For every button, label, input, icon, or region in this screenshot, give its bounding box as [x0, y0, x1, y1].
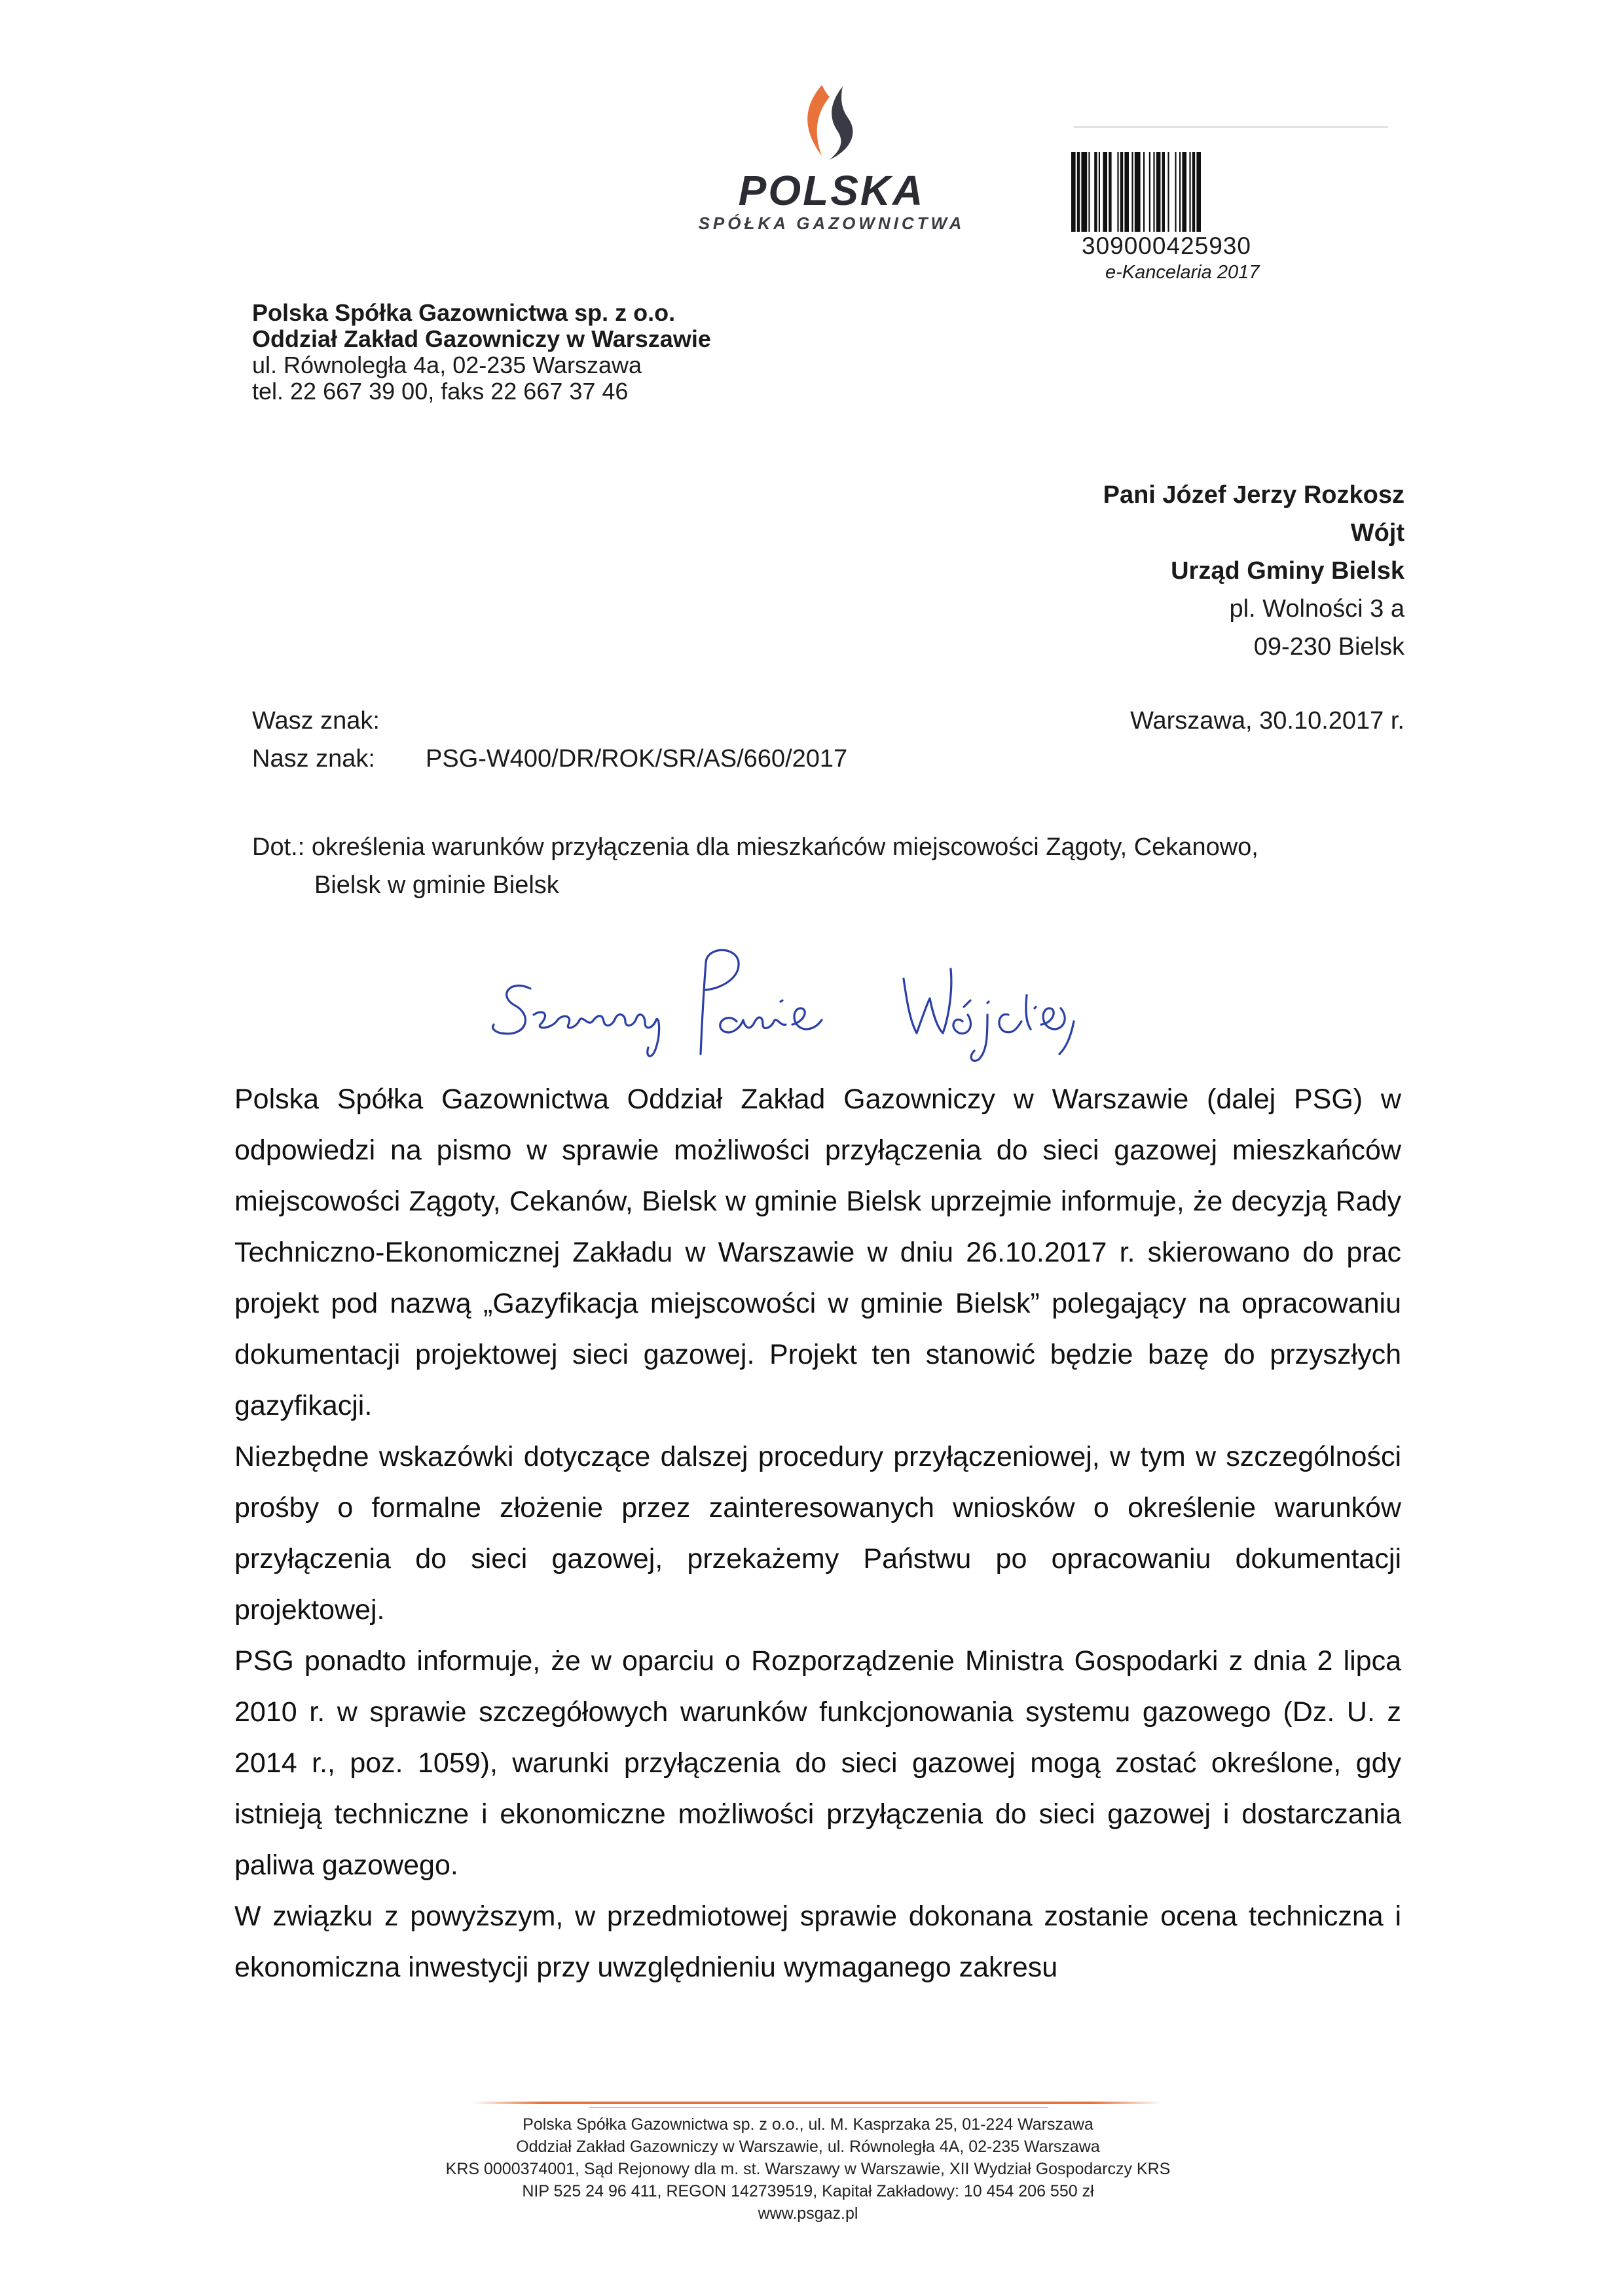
logo-name: POLSKA	[738, 167, 925, 214]
barcode-bar	[1077, 152, 1080, 232]
barcode-label: e-Kancelaria 2017	[1105, 262, 1260, 283]
barcode-bar	[1182, 152, 1186, 232]
our-reference	[252, 740, 847, 778]
barcode-bar	[1196, 152, 1201, 232]
barcode	[1071, 152, 1327, 232]
footer-rule	[471, 2102, 1162, 2104]
recipient-title: Wójt	[1350, 519, 1405, 547]
header-rule	[1074, 126, 1388, 128]
barcode-bar	[1149, 152, 1150, 232]
company-logo	[681, 79, 982, 255]
barcode-bar	[1131, 152, 1133, 232]
barcode-bar	[1109, 152, 1111, 232]
sender-street: ul. Równoległa 4a, 02-235 Warszawa	[252, 352, 642, 378]
subject	[252, 828, 1405, 904]
footer-line-4: NIP 525 24 96 411, REGON 142739519, Kapitał Zakładowy: 10 454 206 550 zł	[522, 2182, 1094, 2200]
subject-line1: : określenia warunków przyłączenia dla mieszkańców miejscowości Zągoty, Cekanowo,	[297, 833, 1258, 861]
barcode-bar	[1162, 152, 1165, 232]
barcode-bar	[1117, 152, 1118, 232]
body-paragraph-2: Niezbędne wskazówki dotyczące dalszej procedury przyłączeniowej, w tym w szczególności prośby o formalne złożenie przez zainteresowanych wniosków o określenie warunków przyłączenia do sieci gazowej, przekażemy Państwu po opracowaniu dokumentacji projektowej.	[234, 1441, 1401, 1626]
barcode-bar	[1189, 152, 1190, 232]
barcode-bar	[1179, 152, 1181, 232]
our-reference-label: Nasz znak:	[252, 745, 375, 773]
footer-line-2: Oddział Zakład Gazowniczy w Warszawie, ul. Równoległa 4A, 02-235 Warszawa	[516, 2138, 1100, 2156]
barcode-number: 309000425930	[1082, 232, 1251, 259]
your-reference-label: Wasz znak:	[252, 707, 380, 735]
logo-subtitle: SPÓŁKA GAZOWNICTWA	[698, 213, 965, 233]
letter-body	[234, 1074, 1401, 1993]
barcode-bar	[1071, 152, 1076, 232]
footer-line-1: Polska Spółka Gazownictwa sp. z o.o., ul. M. Kasprzaka 25, 01-224 Warszawa	[523, 2115, 1093, 2134]
our-reference-value: PSG-W400/DR/ROK/SR/AS/660/2017	[426, 745, 848, 773]
barcode-bar	[1135, 152, 1141, 232]
barcode-bar	[1081, 152, 1087, 232]
footer-rule-shadow	[589, 2107, 1048, 2108]
barcode-bar	[1192, 152, 1195, 232]
barcode-bar	[1143, 152, 1145, 232]
handwritten-salutation	[485, 917, 1139, 1067]
barcode-bar	[1124, 152, 1129, 232]
barcode-bar	[1088, 152, 1090, 232]
recipient-name: Pani Józef Jerzy Rozkosz	[1103, 481, 1405, 509]
sender-branch: Oddział Zakład Gazowniczy w Warszawie	[252, 325, 711, 352]
barcode-bar	[1103, 152, 1107, 232]
barcode-bar	[1120, 152, 1123, 232]
barcode-bar	[1153, 152, 1154, 232]
sender-address	[252, 300, 711, 405]
barcode-bar	[1156, 152, 1161, 232]
barcode-bar	[1175, 152, 1176, 232]
recipient-city: 09-230 Bielsk	[1253, 633, 1405, 661]
barcode-bar	[1167, 152, 1169, 232]
body-paragraph-1: Polska Spółka Gazownictwa Oddział Zakład Gazowniczy w Warszawie (dalej PSG) w odpowiedzi na pismo w sprawie możliwości przyłączenia do sieci gazowej mieszkańców miejscowości Zągoty, Cekanów, Bielsk w gminie Bielsk uprzejmie informuje, że decyzją Rady Techniczno-Ekonomicznej Zakładu w Warszawie w dniu 26.10.2017 r. skierowano do prac projekt pod nazwą „Gazyfikacja miejscowości w gminie Bielsk” polegający na opracowaniu dokumentacji projektowej sieci gazowej. Projekt ten stanowić będzie bazę do przyszłych gazyfikacji.	[234, 1084, 1401, 1421]
subject-label: Dot.	[252, 833, 298, 861]
barcode-bar	[1099, 152, 1100, 232]
recipient-address	[1103, 476, 1405, 666]
sender-phone: tel. 22 667 39 00, faks 22 667 37 46	[252, 378, 629, 405]
body-paragraph-4: W związku z powyższym, w przedmiotowej sprawie dokonana zostanie ocena techniczna i ekonomiczna inwestycji przy uwzględnieniu wymaganego zakresu	[234, 1901, 1401, 1983]
reference-block	[252, 702, 847, 778]
footer-line-3: KRS 0000374001, Sąd Rejonowy dla m. st. Warszawy w Warszawie, XII Wydział Gospodarczy KRS	[445, 2160, 1171, 2178]
recipient-office: Urząd Gminy Bielsk	[1171, 557, 1405, 585]
sender-company: Polska Spółka Gazownictwa sp. z o.o.	[252, 299, 676, 326]
subject-line2: Bielsk w gminie Bielsk	[314, 871, 559, 899]
your-reference	[252, 702, 847, 740]
flame-icon	[796, 79, 868, 164]
recipient-street: pl. Wolności 3 a	[1229, 595, 1405, 623]
barcode-bar	[1094, 152, 1097, 232]
letter-date: Warszawa, 30.10.2017 r.	[1130, 707, 1405, 735]
footer	[406, 2113, 1210, 2225]
body-paragraph-3: PSG ponadto informuje, że w oparciu o Rozporządzenie Ministra Gospodarki z dnia 2 lipca 2010 r. w sprawie szczegółowych warunków funkcjonowania systemu gazowego (Dz. U. z 2014 r., poz. 1059), warunki przyłączenia do sieci gazowej mogą zostać określone, gdy istnieją techniczne i ekonomiczne możliwości przyłączenia do sieci gazowej i dostarczania paliwa gazowego.	[234, 1645, 1401, 1881]
footer-website: www.psgaz.pl	[758, 2204, 858, 2223]
